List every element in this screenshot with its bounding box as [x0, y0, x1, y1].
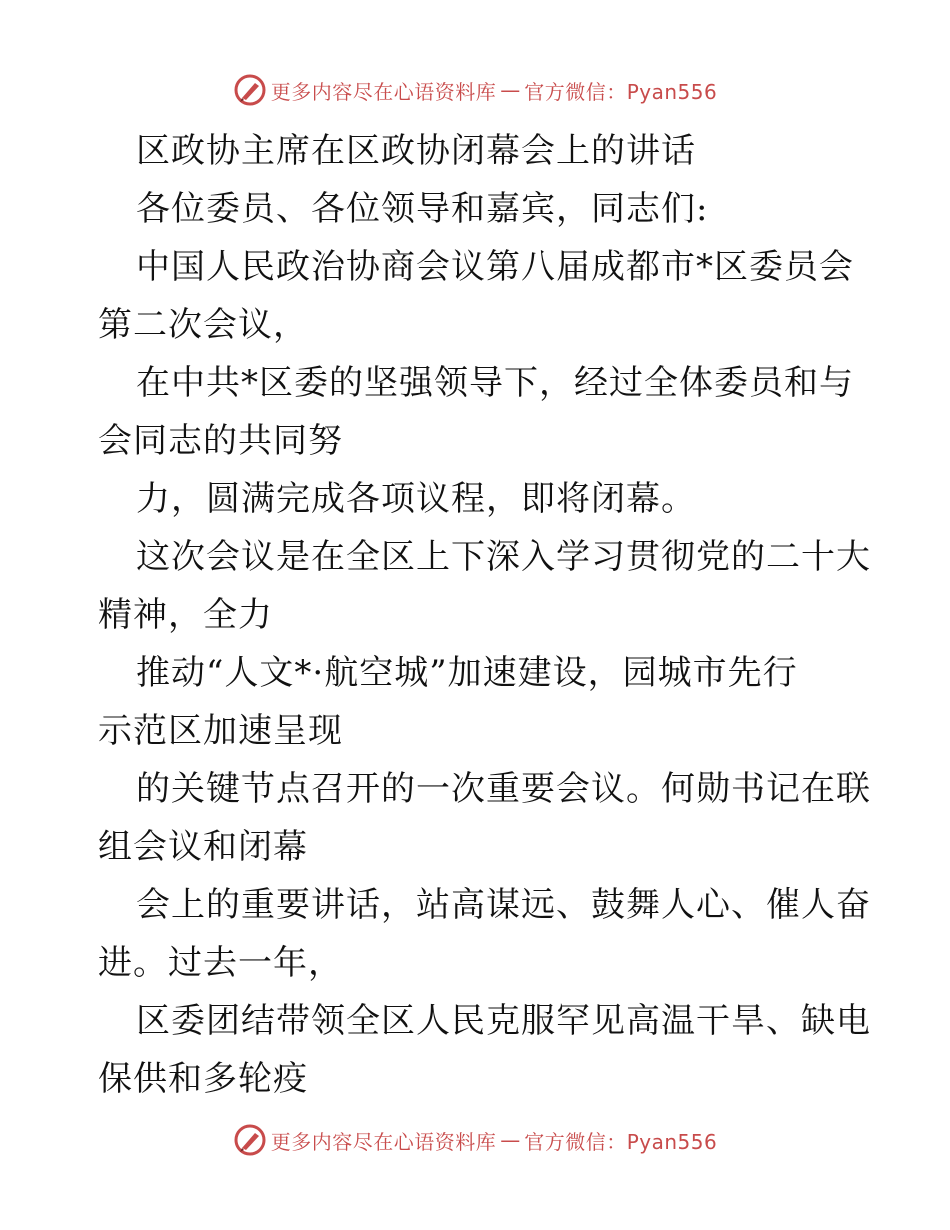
watermark-suffix: 官方微信：Pyan556	[524, 79, 718, 104]
text-line: 保供和多轮疫	[98, 1059, 308, 1099]
text-line: 示范区加速呈现	[98, 711, 343, 751]
text-line: 组会议和闭幕	[98, 827, 308, 867]
text-line: 进。过去一年，	[98, 943, 343, 983]
text-line: 区委团结带领全区人民克服罕见高温干旱、缺电	[136, 1001, 871, 1041]
text-line: 这次会议是在全区上下深入学习贯彻党的二十大	[136, 537, 871, 577]
pen-logo-icon	[233, 1123, 267, 1157]
text-line: 会上的重要讲话，站高谋远、鼓舞人心、催人奋	[136, 885, 871, 925]
watermark-dash: —	[500, 78, 521, 102]
document-body	[98, 122, 871, 1108]
watermark-suffix: 官方微信：Pyan556	[524, 1129, 718, 1154]
watermark-text: 更多内容尽在心语资料库	[270, 1129, 497, 1154]
text-line: 推动“人文*·航空城”加速建设，园城市先行	[136, 653, 798, 693]
text-line: 会同志的共同努	[98, 421, 343, 461]
pen-logo-icon	[233, 73, 267, 107]
text-line: 精神，全力	[98, 595, 273, 635]
text-line: 中国人民政治协商会议第八届成都市*区委员会	[136, 247, 854, 287]
header-watermark	[0, 70, 950, 110]
watermark-dash: —	[500, 1128, 521, 1152]
text-line: 的关键节点召开的一次重要会议。何勋书记在联	[136, 769, 871, 809]
footer-watermark	[0, 1120, 950, 1160]
text-line: 在中共*区委的坚强领导下，经过全体委员和与	[136, 363, 854, 403]
text-line: 第二次会议，	[98, 305, 308, 345]
watermark-text: 更多内容尽在心语资料库	[270, 79, 497, 104]
text-line: 区政协主席在区政协闭幕会上的讲话	[136, 131, 696, 171]
text-line: 力，圆满完成各项议程，即将闭幕。	[136, 479, 696, 519]
text-line: 各位委员、各位领导和嘉宾，同志们:	[136, 189, 709, 229]
